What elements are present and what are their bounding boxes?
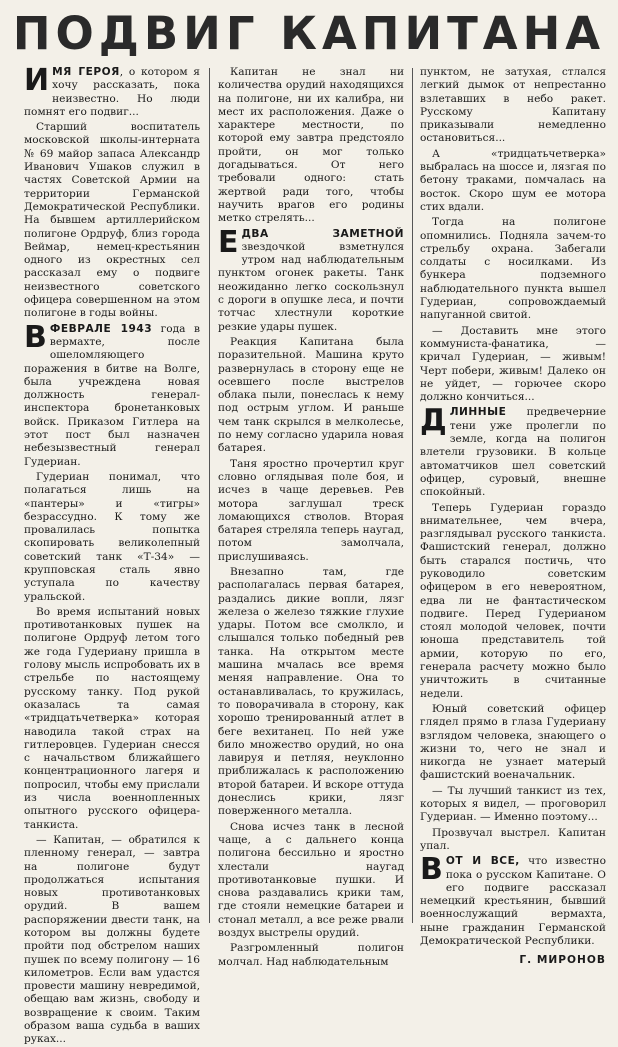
lead-in: ДВА ЗАМЕТНОЙ	[241, 227, 404, 240]
paragraph: — Доставить мне этого коммуниста-фанатика, — кричал Гудериан, — живым! Черт побери, живым! Далеко он не уйдет, — горючее скоро должно кончиться...	[420, 324, 606, 404]
paragraph-text: года в вермахте, после ошеломляющего поражения в битве на Волге, была учреждена новая должность генерал-инспектора бронетанковых войск. Приказом Гитлера на этот пост был назначен небезызвестный генерал Гудериан.	[24, 322, 200, 468]
lead-in: ОТ И ВСЕ,	[445, 855, 520, 868]
paragraph	[24, 319, 200, 469]
drop-cap: Е	[218, 224, 239, 260]
paragraph: Во время испытаний новых противотанковых пушек на полигоне Ордруф летом того же года Гудериану пришла в голову мысль испробовать их в стрельбе по настоящему русскому танку. Под рукой оказалась та самая «тридцатьчетверка» которая наводила такой страх на гитлеровцев. Гудериан снесся с начальством ближайшего концентрационного лагеря и попросил, чтобы ему прислали из числа военнопленных опытного русского офицера-танкиста.	[24, 605, 200, 831]
paragraph: — Капитан, — обратился к пленному генерал, — завтра на полигоне будут продолжаться испытания новых противотанковых орудий. В вашем распоряжении двести танк, на котором вы должны будете пройти под обстрелом наших пушек по всему полигону — 16 километров. Если вам удастся провести машину невредимой, обещаю вам жизнь, свободу и возвращение к своим. Таким образом ваша судьба в ваших руках...	[24, 833, 200, 1046]
column-2	[218, 66, 404, 968]
column-3	[420, 66, 606, 967]
column-divider	[209, 68, 210, 923]
lead-in: МЯ ГЕРОЯ	[52, 66, 120, 78]
paragraph: Тогда на полигоне опомнились. Подняла зачем-то стрельбу охрана. Забегали солдаты с носилками. Из бункера подземного наблюдательного пункта вышел Гудериан, сопровождаемый напуганной свитой.	[420, 216, 606, 322]
paragraph: Прозвучал выстрел. Капитан упал.	[420, 826, 606, 852]
paragraph: Старший воспитатель московской школы-интерната № 69 майор запаса Александр Иванович Ушаков служил в частях Советской Армии на территории Германской Демократической Республики. На бывшем артиллерийском полигоне Ордруф, близ города Веймар, немец-крестьянин одного из окрестных сел рассказал ему о подвиге неизвестного советского офицера совершенном на этом полигоне в годы войны.	[24, 121, 200, 320]
paragraph-text: звездочкой взметнулся утром над наблюдательным пунктом огонек ракеты. Танк неожиданно легко соскользнул с дороги в опушке леса, и почти тотчас хлестнули короткие резкие удары пушек.	[218, 240, 404, 333]
paragraph: Внезапно там, где располагалась первая батарея, раздались дикие вопли, лязг железа о железо тяжкие глухие удары. Потом все смолкло, и слышался только победный рев танка. На открытом месте машина мчалась все время меняя направление. Она то останавливалась, то кружилась, то поворачивала в сторону, как хорошо тренированный атлет в беге вехитанец. По ней уже било множество орудий, но она лавируя и петляя, неуклонно приближалась к расположению второй батареи. И вскоре оттуда донеслись крики, лязг поверженного металла.	[218, 565, 404, 818]
paragraph: Гудериан понимал, что полагаться лишь на «пантеры» и «тигры» безрассудно. К тому же провалилась попытка скопировать великолепный советский танк «Т-34» — крупповская сталь явно уступала по качеству уральской.	[24, 470, 200, 603]
paragraph: Капитан не знал ни количества орудий находящихся на полигоне, ни их калибра, ни мест их расположения. Даже о характере местности, по которой ему завтра предстояло пройти, он мог только догадываться. От него требовали одного: стать жертвой ради того, чтобы научить врагов его родины метко стрелять...	[218, 66, 404, 225]
column-divider	[412, 68, 413, 923]
paragraph	[420, 403, 606, 499]
author-signature: Г. МИРОНОВ	[519, 954, 606, 967]
article-title: ПОДВИГ КАПИТАНА	[12, 7, 606, 60]
paragraph	[218, 224, 404, 334]
paragraph: Снова исчез танк в лесной чаще, а с дальнего конца полигона бессильно и яростно хлестали наугад противотанковые пушки. И снова раздавались крики там, где стояли немецкие батареи и стонал металл, а все реже рвали воздух выстрелы орудий.	[218, 820, 404, 939]
paragraph: Реакция Капитана была поразительной. Машина круто развернулась в сторону еще не осевшего после выстрелов облака пыли, понеслась к нему под острым углом. И раньше чем танк скрылся в мелколесье, по нему согласно ударила новая батарея.	[218, 335, 404, 455]
lead-in: ЛИННЫЕ	[449, 406, 507, 419]
drop-cap: И	[24, 63, 50, 98]
lead-in: ФЕВРАЛЕ 1943	[49, 322, 153, 335]
paragraph: Таня яростно прочертил круг словно оглядывая поле боя, и исчез в чаще деревьев. Рев мотора заглушал треск ломающихся стволов. Вторая батарея стреляла теперь наугад, потом замолчала, прислушиваясь.	[218, 457, 404, 563]
paragraph: Теперь Гудериан гораздо внимательнее, чем вчера, разглядывал русского танкиста. Фашистский генерал, должно быть старался постичь, что руководило советским офицером в его невероятном, едва ли не фантастическом подвиге. Перед Гудерианом стоял молодой человек, почти юноша представитель той армии, которую по его, генерала расчету можно было уничтожить в считанные недели.	[420, 501, 606, 700]
paragraph: пунктом, не затухая, стлался легкий дымок от непрестанно взлетавших в небо ракет. Русскому Капитану приказывали немедленно остановиться...	[420, 66, 606, 145]
paragraph-text: что известно пока о русском Капитане. О его подвиге рассказал немецкий крестьянин, бывший военнослужащий вермахта, ныне гражданин Германской Демократической Республики.	[420, 855, 606, 947]
paragraph-text: предвечерние тени уже пролегли по земле, когда на полигон влетели грузовики. В кольце автоматчиков шел советский офицер, суровый, внешне спокойный.	[420, 406, 606, 499]
drop-cap: В	[24, 319, 47, 355]
drop-cap: В	[420, 852, 443, 888]
drop-cap: Д	[420, 403, 447, 439]
paragraph: Разгромленный полигон молчал. Над наблюдательным	[218, 942, 404, 968]
paragraph: — Ты лучший танкист из тех, которых я видел, — проговорил Гудериан. — Именно поэтому...	[420, 784, 606, 824]
paragraph: Юный советский офицер глядел прямо в глаза Гудериану взглядом человека, знающего о жизни то, чего не знал и никогда не узнает матерый фашистский военачальник.	[420, 702, 606, 782]
paragraph: А «тридцатьчетверка» выбралась на шоссе и, лязгая по бетону траками, помчалась на восток. Скоро шум ее мотора стих вдали.	[420, 147, 606, 213]
paragraph-text: , о котором я хочу рассказать, пока неизвестно. Но люди помнят его подвиг...	[24, 66, 200, 118]
column-1	[24, 63, 200, 1046]
paragraph	[420, 852, 606, 948]
paragraph	[24, 63, 200, 119]
